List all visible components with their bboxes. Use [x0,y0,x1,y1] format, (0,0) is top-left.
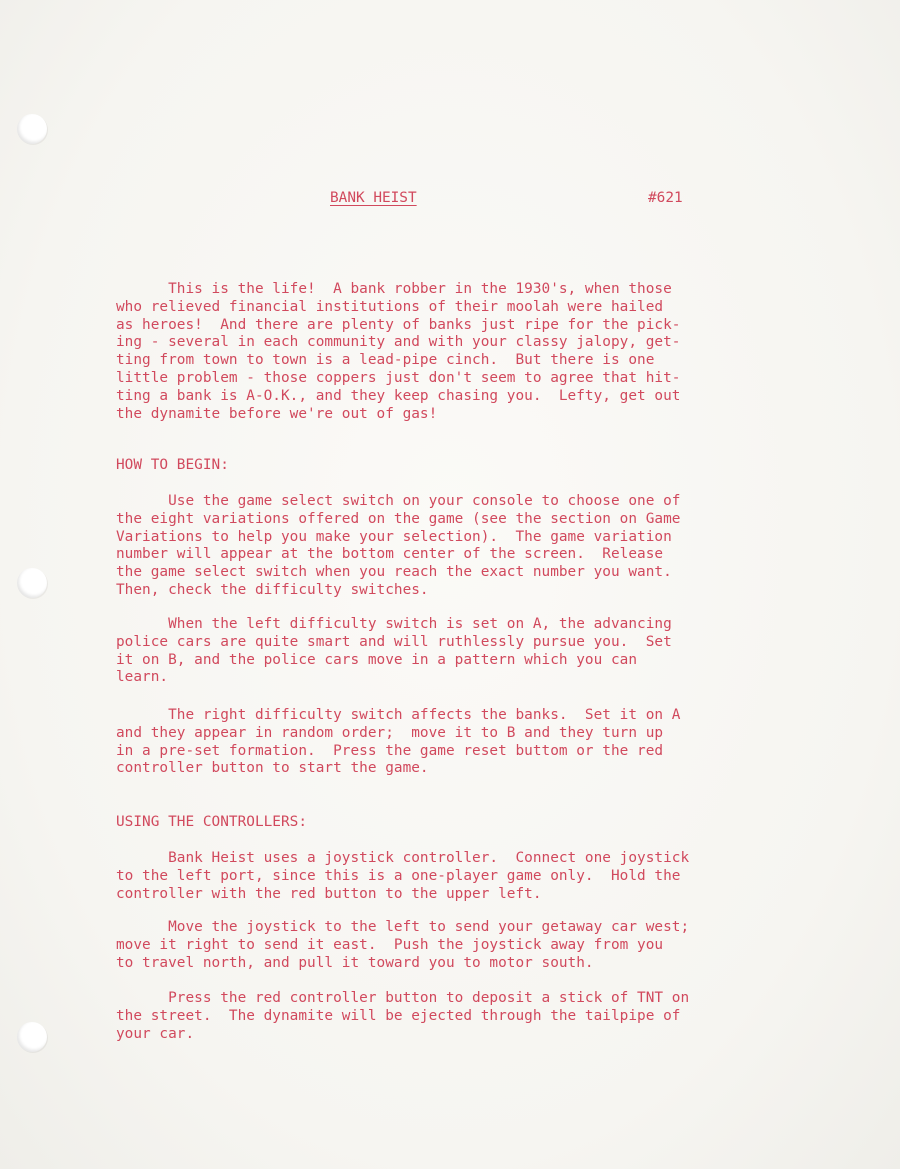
section-heading-using-controllers: USING THE CONTROLLERS: [116,814,308,830]
paragraph-dynamite: Press the red controller button to deposit a stick of TNT on the street. The dynamite will be ejected through the tailpipe of your car. [116,990,690,1042]
title-row [0,190,900,210]
paragraph-left-difficulty: When the left difficulty switch is set on A, the advancing police cars are quite smart and will ruthlessly pursue you. Set it on B, and the police cars move in a pattern which you can learn. [116,616,672,686]
document-title: BANK HEIST [330,190,417,206]
paragraph-directions: Move the joystick to the left to send your getaway car west; move it right to send it east. Push the joystick away from you to travel north, and pull it toward you to motor south. [116,919,690,971]
section-heading-how-to-begin: HOW TO BEGIN: [116,457,229,473]
paragraph-right-difficulty: The right difficulty switch affects the banks. Set it on A and they appear in random order; move it to B and they turn up in a pre-set formation. Press the game reset buttom or the red controller button to start the game. [116,707,681,777]
binder-hole-bottom [17,1022,47,1052]
intro-paragraph: This is the life! A bank robber in the 1930's, when those who relieved financial institutions of their moolah were hailed as heroes! And there are plenty of banks just ripe for the pick- ing - several in each community and with your classy jalopy, get- ting from town to town is a lead-pipe cinch. But there is one little problem - those coppers just don't seem to agree that hit- ting a bank is A-O.K., and they keep chasing you. Lefty, get out the dynamite before we're out of gas! [116,281,681,422]
document-number: #621 [648,190,683,206]
binder-hole-top [17,114,47,144]
paragraph-joystick: Bank Heist uses a joystick controller. Connect one joystick to the left port, since this is a one-player game only. Hold the controller with the red button to the upper left. [116,850,690,902]
paragraph-game-select: Use the game select switch on your console to choose one of the eight variations offered on the game (see the section on Game Variations to help you make your selection). The game variation number will appear at the bottom center of the screen. Release the game select switch when you reach the exact number you want. Then, check the difficulty switches. [116,493,681,598]
binder-hole-middle [17,568,47,598]
